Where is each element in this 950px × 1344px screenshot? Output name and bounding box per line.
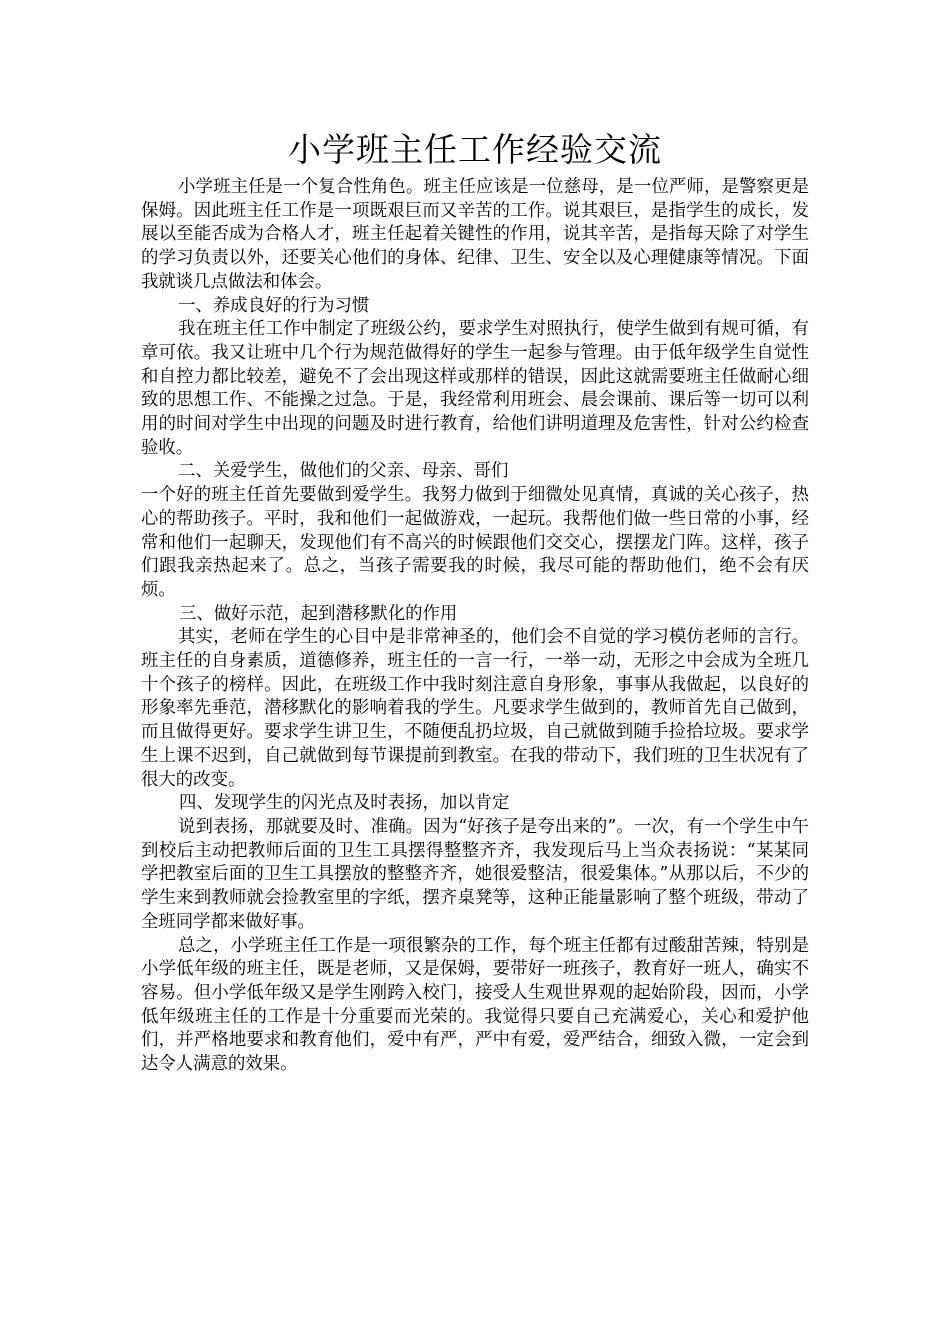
section-body-1: 我在班主任工作中制定了班级公约，要求学生对照执行，使学生做到有规可循，有章可依。我又让班中几个行为规范做得好的学生一起参与管理。由于低年级学生自觉性和自控力都比较差，避免不了会出现这样或那样的错误，因此这就需要班主任做耐心细致的思想工作、不能操之过急。于是，我经常利用班会、晨会课前、课后等一切可以利用的时间对学生中出现的问题及时进行教育，给他们讲明道理及危害性，针对公约检查验收。 (141, 319, 809, 458)
section-body-3: 其实，老师在学生的心目中是非常神圣的，他们会不自觉的学习模仿老师的言行。班主任的自身素质，道德修养，班主任的一言一行，一举一动，无形之中会成为全班几十个孩子的榜样。因此，在班级工作中我时刻注意自身形象，事事从我做起，以良好的形象率先垂范，潜移默化的影响着我的学生。凡要求学生做到的，教师首先自己做到，而且做得更好。要求学生讲卫生，不随便乱扔垃圾，自己就做到随手捡拾垃圾。要求学生上课不迟到，自己就做到每节课提前到教室。在我的带动下，我们班的卫生状况有了很大的改变。 (141, 627, 809, 790)
section-heading-4: 四、发现学生的闪光点及时表扬，加以肯定 (179, 793, 510, 814)
document-page (141, 128, 809, 1077)
document-title: 小学班主任工作经验交流 (288, 130, 662, 169)
section-body-2: 一个好的班主任首先要做到爱学生。我努力做到于细微处见真情，真诚的关心孩子，热心的帮助孩子。平时，我和他们一起做游戏，一起玩。我帮他们做一些日常的小事，经常和他们一起聊天，发现他们有不高兴的时候跟他们交交心，摆摆龙门阵。这样，孩子们跟我亲热起来了。总之，当孩子需要我的时候，我尽可能的帮助他们，绝不会有厌烦。 (141, 485, 809, 600)
section-heading-3: 三、做好示范，起到潜移默化的作用 (179, 603, 458, 624)
conclusion-paragraph: 总之，小学班主任工作是一项很繁杂的工作，每个班主任都有过酸甜苦辣，特别是小学低年级的班主任，既是老师，又是保姆，要带好一班孩子，教育好一班人，确实不容易。但小学低年级又是学生刚跨入校门，接受人生观世界观的起始阶段，因而，小学低年级班主任的工作是十分重要而光荣的。我觉得只要自己充满爱心，关心和爱护他们，并严格地要求和教育他们，爱中有严，严中有爱，爱严结合，细致入微，一定会到达令人满意的效果。 (141, 935, 809, 1075)
section-body-4: 说到表扬，那就要及时、准确。因为“好孩子是夸出来的”。一次，有一个学生中午到校后主动把教师后面的卫生工具摆得整整齐齐，我发现后马上当众表扬说：“某某同学把教室后面的卫生工具摆放的整整齐齐，她很爱整洁，很爱集体。”从那以后，不少的学生来到教师就会捡教室里的字纸，摆齐桌凳等，这种正能量影响了整个班级，带动了全班同学都来做好事。 (141, 816, 809, 932)
section-heading-2: 二、关爱学生，做他们的父亲、母亲、哥们 (178, 461, 509, 482)
intro-paragraph: 小学班主任是一个复合性角色。班主任应该是一位慈母，是一位严师，是警察更是保姆。因此班主任工作是一项既艰巨而又辛苦的工作。说其艰巨，是指学生的成长，发展以至能否成为合格人才，班主任起着关键性的作用，说其辛苦，是指每天除了对学生的学习负责以外，还要关心他们的身体、纪律、卫生、安全以及心理健康等情况。下面我就谈几点做法和体会。 (141, 177, 809, 292)
section-heading-1: 一、养成良好的行为习惯 (178, 295, 370, 316)
